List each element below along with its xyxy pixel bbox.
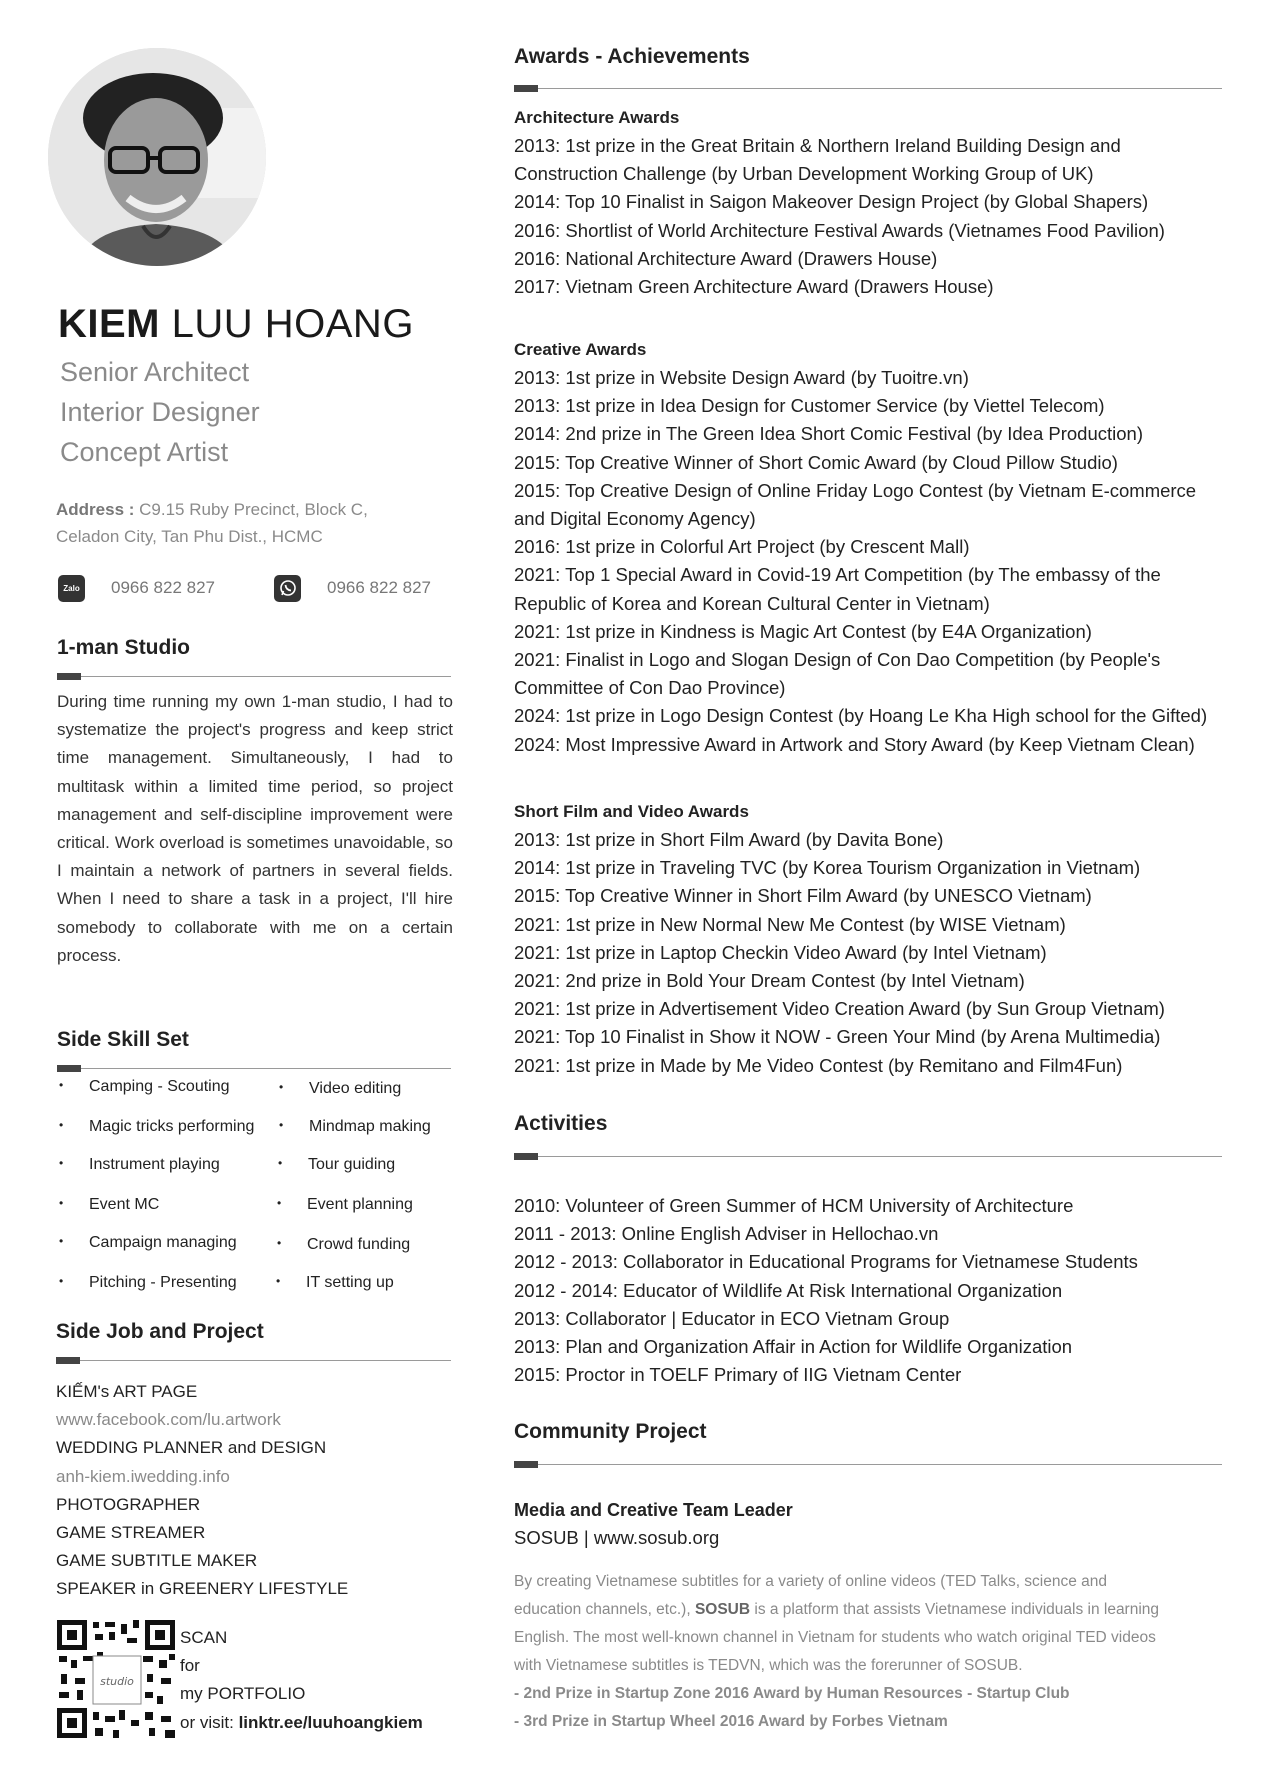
desc-line: with Vietnamese subtitles is TEDVN, which was the forerunner of SOSUB. [514, 1657, 1023, 1674]
side-job-item: PHOTOGRAPHER [56, 1494, 201, 1514]
award-line: 2016: National Architecture Award (Drawers House) [514, 247, 938, 269]
phone-zalo: 0966 822 827 [111, 578, 215, 597]
skill-item: • Crowd funding [307, 1236, 410, 1254]
section-rule [514, 1464, 1222, 1465]
architecture-awards-list [514, 132, 1165, 301]
creative-awards-list [514, 364, 1207, 759]
studio-description: During time running my own 1-man studio, I had to systematize the project's progress and keep strict time management. Simultaneously, I had to multitask within a limited time period, so project management and self-discipline improvement were critical. Work overload is sometimes unavoidable, so I maintain a network of partners in several fields. When I need to share a task in a project, I'll hire somebody to collaborate with me on a certain process. [57, 692, 453, 965]
skill-item: • Camping - Scouting [89, 1078, 230, 1096]
contact-zalo [58, 574, 215, 602]
skill-item: • Campaign managing [89, 1234, 237, 1252]
qr-caption [180, 1624, 423, 1737]
award-line: 2015: Top Creative Design of Online Friday Logo Contest (by Vietnam E-commerce [514, 479, 1197, 501]
activity-line: 2013: Plan and Organization Affair in Action for Wildlife Organization [514, 1336, 1073, 1358]
section-rule [514, 88, 1222, 89]
award-line: 2015: Top Creative Winner of Short Comic Award (by Cloud Pillow Studio) [514, 451, 1118, 473]
wedding-link[interactable]: anh-kiem.iwedding.info [56, 1466, 230, 1486]
activity-line: 2011 - 2013: Online English Adviser in Hellochao.vn [514, 1223, 939, 1245]
award-line: 2021: 1st prize in New Normal New Me Contest (by WISE Vietnam) [514, 913, 1066, 935]
award-line: 2021: 1st prize in Laptop Checkin Video Award (by Intel Vietnam) [514, 941, 1047, 963]
desc-line: By creating Vietnamese subtitles for a variety of online videos (TED Talks, science and [514, 1573, 1108, 1590]
subsection-creative: Creative Awards [514, 340, 647, 359]
role-item: Senior Architect [60, 357, 250, 387]
side-job-item: KIẾM's ART PAGE [56, 1382, 198, 1401]
zalo-icon: Zalo [58, 575, 85, 602]
award-line: 2013: 1st prize in Idea Design for Customer Service (by Viettel Telecom) [514, 395, 1105, 417]
qr-code[interactable] [57, 1620, 175, 1738]
community-org [514, 1524, 719, 1552]
section-title-community: Community Project [514, 1420, 707, 1443]
section-rule [57, 676, 451, 677]
desc-line: education channels, etc.), SOSUB is a platform that assists Vietnamese individuals in learning [514, 1601, 1160, 1618]
qr-caption-line: SCAN [180, 1628, 228, 1647]
award-line: 2024: Most Impressive Award in Artwork and Story Award (by Keep Vietnam Clean) [514, 733, 1195, 755]
activity-line: 2012 - 2014: Educator of Wildlife At Risk International Organization [514, 1279, 1063, 1301]
award-line: 2021: 2nd prize in Bold Your Dream Contest (by Intel Vietnam) [514, 970, 1025, 992]
facebook-link[interactable]: www.facebook.com/lu.artwork [56, 1410, 281, 1430]
activity-line: 2013: Collaborator | Educator in ECO Vietnam Group [514, 1307, 950, 1329]
qr-logo-text: studio [100, 1675, 134, 1688]
community-description [514, 1568, 1254, 1736]
linktree-link[interactable]: linktr.ee/luuhoangkiem [238, 1712, 423, 1732]
profile-photo [48, 48, 266, 266]
skill-item: • Mindmap making [309, 1118, 431, 1136]
community-prize: - 2nd Prize in Startup Zone 2016 Award by Human Resources - Startup Club [514, 1685, 1070, 1702]
side-job-list [56, 1378, 456, 1604]
activity-line: 2012 - 2013: Collaborator in Educational Programs for Vietnamese Students [514, 1251, 1138, 1273]
skill-item: • Instrument playing [89, 1156, 220, 1174]
subsection-architecture: Architecture Awards [514, 108, 680, 127]
section-rule [514, 1156, 1222, 1157]
skill-item: • Event MC [89, 1196, 159, 1214]
address [56, 496, 446, 550]
community-org-line: SOSUB | www.sosub.org [514, 1527, 720, 1548]
skill-item: • Magic tricks performing [89, 1118, 254, 1136]
award-line: and Digital Economy Agency) [514, 508, 756, 530]
section-rule [57, 1068, 451, 1069]
roles-list [60, 352, 260, 472]
section-title-skills: Side Skill Set [57, 1028, 189, 1051]
award-line: 2016: Shortlist of World Architecture Festival Awards (Vietnames Food Pavilion) [514, 219, 1165, 241]
phone-whatsapp: 0966 822 827 [327, 578, 431, 597]
award-line: 2015: Top Creative Winner in Short Film Award (by UNESCO Vietnam) [514, 885, 1092, 907]
award-line: 2021: Finalist in Logo and Slogan Design of Con Dao Competition (by People's [514, 649, 1161, 671]
side-job-item: WEDDING PLANNER and DESIGN [56, 1438, 327, 1458]
side-job-item: SPEAKER in GREENERY LIFESTYLE [56, 1579, 349, 1599]
award-line: 2021: 1st prize in Advertisement Video Creation Award (by Sun Group Vietnam) [514, 998, 1165, 1020]
address-line-1: C9.15 Ruby Precinct, Block C, [134, 500, 368, 519]
skill-item: • Tour guiding [308, 1156, 395, 1174]
section-title-awards: Awards - Achievements [514, 45, 750, 68]
award-line: 2021: Top 1 Special Award in Covid-19 Art Competition (by The embassy of the [514, 564, 1161, 586]
section-title-activities: Activities [514, 1112, 608, 1135]
award-line: 2021: Top 10 Finalist in Show it NOW - Green Your Mind (by Arena Multimedia) [514, 1026, 1161, 1048]
award-line: 2024: 1st prize in Logo Design Contest (by Hoang Le Kha High school for the Gifted) [514, 705, 1208, 727]
section-rule [56, 1360, 451, 1361]
film-awards-list [514, 826, 1165, 1080]
activity-line: 2010: Volunteer of Green Summer of HCM University of Architecture [514, 1195, 1074, 1216]
skill-item: • IT setting up [306, 1274, 394, 1292]
subsection-film: Short Film and Video Awards [514, 802, 749, 821]
award-line: 2021: 1st prize in Kindness is Magic Art Contest (by E4A Organization) [514, 620, 1092, 642]
community-role: Media and Creative Team Leader [514, 1500, 793, 1520]
activity-line: 2015: Proctor in TOELF Primary of IIG Vietnam Center [514, 1364, 962, 1386]
whatsapp-icon [274, 575, 301, 602]
award-line: 2014: 1st prize in Traveling TVC (by Korea Tourism Organization in Vietnam) [514, 857, 1141, 879]
award-line: 2013: 1st prize in Short Film Award (by Davita Bone) [514, 829, 944, 850]
contact-whatsapp [274, 574, 431, 602]
qr-caption-line: my PORTFOLIO [180, 1684, 306, 1704]
award-line: Republic of Korea and Korean Cultural Center in Vietnam) [514, 592, 990, 614]
award-line: Committee of Con Dao Province) [514, 677, 786, 699]
community-prize: - 3rd Prize in Startup Wheel 2016 Award by Forbes Vietnam [514, 1713, 948, 1730]
address-label: Address : [56, 500, 135, 519]
role-item: Concept Artist [60, 437, 229, 467]
role-item: Interior Designer [60, 397, 260, 427]
skill-item: • Pitching - Presenting [89, 1274, 237, 1292]
qr-visit-line: or visit: linktr.ee/luuhoangkiem [180, 1712, 423, 1732]
award-line: 2016: 1st prize in Colorful Art Project (by Crescent Mall) [514, 536, 970, 558]
section-title-side-job: Side Job and Project [56, 1320, 264, 1343]
award-line: 2014: 2nd prize in The Green Idea Short Comic Festival (by Idea Production) [514, 423, 1143, 445]
address-line-2: Celadon City, Tan Phu Dist., HCMC [56, 527, 323, 546]
activities-list [514, 1192, 1138, 1389]
section-title-studio: 1-man Studio [57, 636, 191, 659]
award-line: 2013: 1st prize in the Great Britain & Northern Ireland Building Design and [514, 135, 1121, 156]
skill-item: • Event planning [307, 1196, 413, 1214]
award-line: Construction Challenge (by Urban Development Working Group of UK) [514, 163, 1094, 185]
award-line: 2017: Vietnam Green Architecture Award (Drawers House) [514, 276, 994, 298]
full-name: KIEM LUU HOANG [58, 302, 414, 346]
side-job-item: GAME STREAMER [56, 1523, 206, 1543]
side-job-item: GAME SUBTITLE MAKER [56, 1551, 258, 1571]
qr-caption-line: for [180, 1656, 200, 1676]
desc-line: English. The most well-known channel in Vietnam for students who watch original TED videos [514, 1629, 1156, 1646]
award-line: 2014: Top 10 Finalist in Saigon Makeover Design Project (by Global Shapers) [514, 191, 1149, 213]
award-line: 2013: 1st prize in Website Design Award (by Tuoitre.vn) [514, 367, 969, 388]
award-line: 2021: 1st prize in Made by Me Video Contest (by Remitano and Film4Fun) [514, 1054, 1123, 1076]
skill-item: • Video editing [309, 1080, 401, 1098]
